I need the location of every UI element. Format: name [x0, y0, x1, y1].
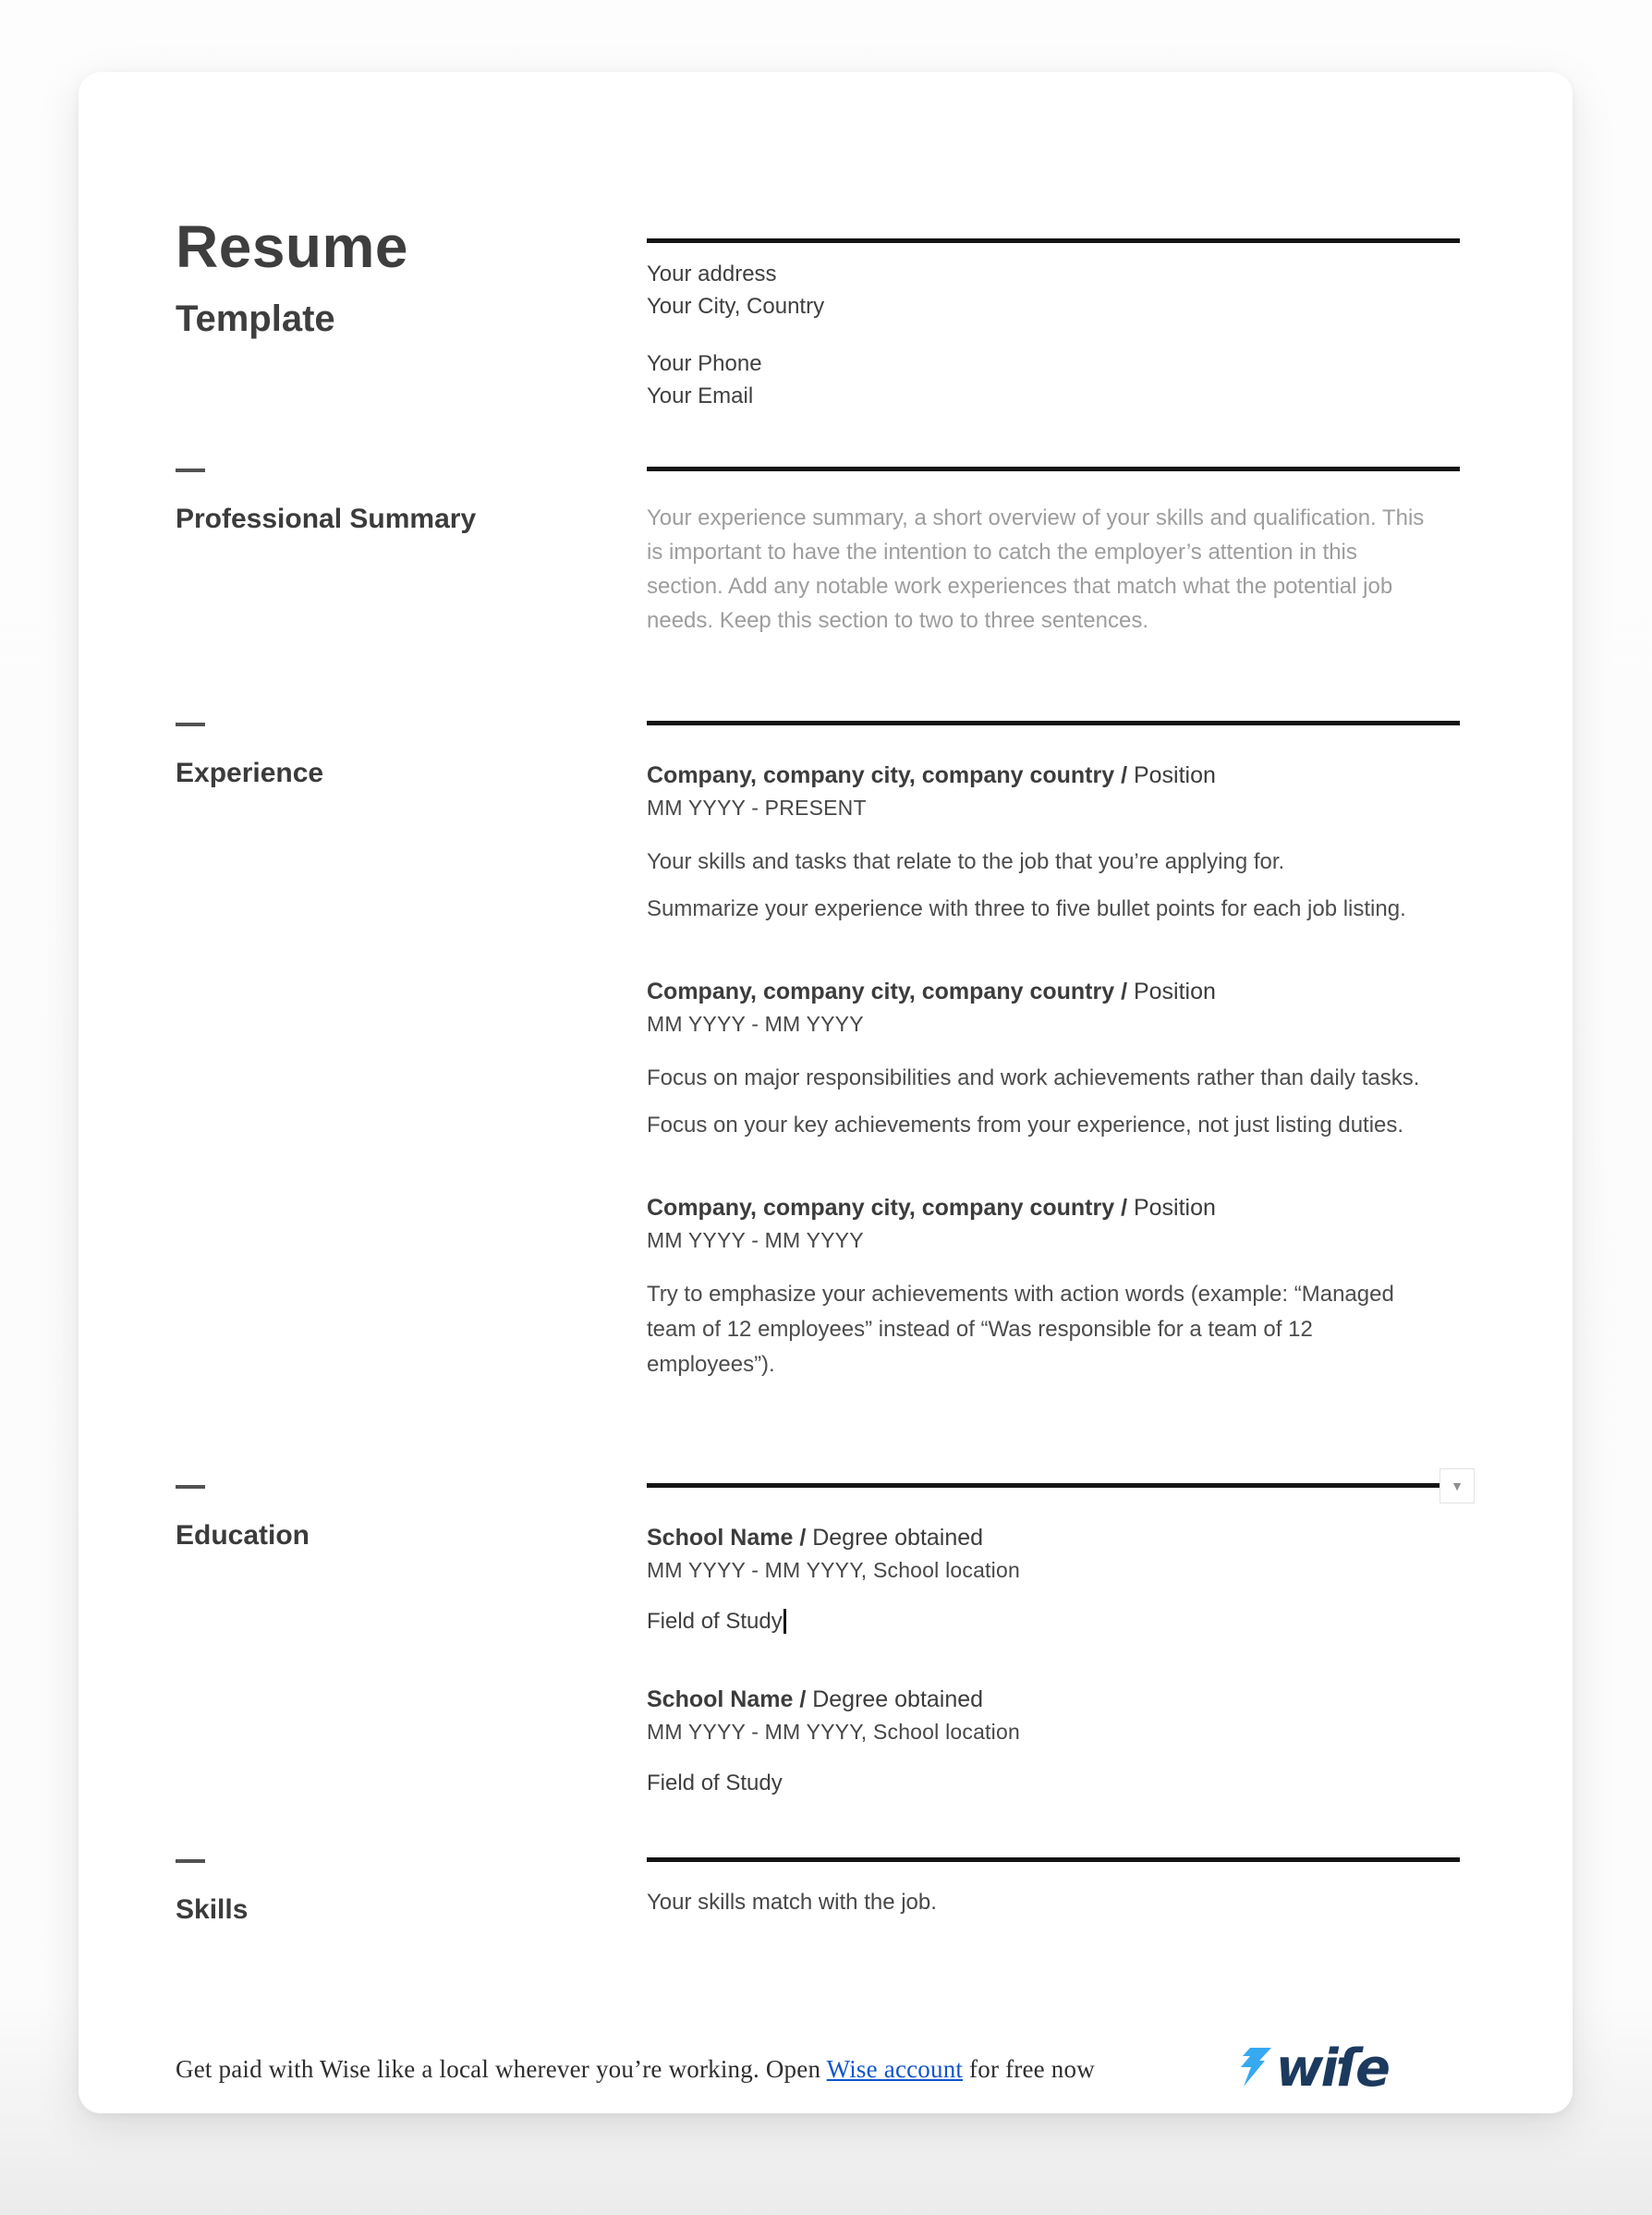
wise-flag-icon — [1239, 2047, 1272, 2087]
degree-name: Degree obtained — [806, 1525, 984, 1551]
skills-left-column — [176, 1857, 647, 1978]
contact-address: Your address — [647, 262, 777, 286]
contact-email: Your Email — [647, 383, 754, 408]
experience-entry-title — [647, 762, 1460, 789]
education-content — [647, 1479, 1464, 1857]
experience-entry — [647, 762, 1460, 927]
section-dash — [176, 723, 205, 726]
education-entry — [647, 1686, 1460, 1796]
education-entry-title — [647, 1686, 1460, 1713]
contact-panel — [647, 238, 1460, 467]
experience-entry-paragraph: Try to emphasize your achievements with action words (example: “Managed team of 12 employees” instead of “Was responsible for a team of 12 employees”). — [647, 1282, 1394, 1377]
education-entry-dates: MM YYYY - MM YYYY, School location — [647, 1720, 1020, 1744]
experience-entry — [647, 1195, 1460, 1382]
skills-body-text: Your skills match with the job. — [647, 1890, 937, 1915]
position-name: Position — [1127, 762, 1216, 788]
field-of-study-text: Field of Study — [647, 1771, 783, 1795]
section-dash — [176, 1859, 205, 1863]
summary-placeholder-text: Your experience summary, a short overview of your skills and qualification. This is important to have the intention to catch the employer’s attention in this section. Add any notable work experiences that match what the potential job needs. Keep this section to two to three sentences. — [647, 505, 1425, 633]
company-name: Company, company city, company country / — [647, 979, 1128, 1004]
promo-footer — [176, 2039, 1460, 2099]
position-name: Position — [1127, 979, 1216, 1004]
skills-heading: Skills — [176, 1894, 249, 1925]
education-entry-title — [647, 1525, 1460, 1552]
wise-logo — [1239, 2039, 1388, 2099]
contact-city-country: Your City, Country — [647, 294, 825, 319]
experience-entry-title — [647, 1195, 1460, 1222]
resume-template-card — [79, 72, 1573, 2113]
footer-promo-text — [176, 2055, 1095, 2084]
experience-entry-paragraph: Focus on major responsibilities and work achievements rather than daily tasks. — [647, 1065, 1420, 1090]
experience-entry-title — [647, 979, 1460, 1005]
wise-account-link[interactable]: Wise account — [826, 2054, 964, 2083]
dropdown-button[interactable] — [1439, 1468, 1475, 1503]
page-subtitle: Template — [176, 298, 335, 340]
footer-text-after-link: for free now — [963, 2054, 1095, 2083]
company-name: Company, company city, company country / — [647, 762, 1128, 788]
experience-entry — [647, 979, 1460, 1143]
chevron-down-icon: ▼ — [1451, 1479, 1464, 1493]
field-of-study-text: Field of Study — [647, 1609, 783, 1634]
header-left-column — [176, 213, 647, 467]
summary-left-column — [176, 467, 647, 721]
wise-wordmark: wiſe — [1275, 2039, 1388, 2099]
experience-content — [647, 721, 1460, 1483]
skills-content — [647, 1857, 1460, 1978]
experience-entry-dates: MM YYYY - MM YYYY — [647, 1228, 864, 1252]
section-dash — [176, 1485, 205, 1489]
experience-left-column — [176, 721, 647, 1483]
experience-section — [176, 721, 1460, 1483]
education-entry-dates: MM YYYY - MM YYYY, School location — [647, 1558, 1020, 1582]
experience-entry-paragraph: Focus on your key achievements from your experience, not just listing duties. — [647, 1113, 1404, 1138]
experience-heading: Experience — [176, 758, 324, 788]
header-section — [176, 213, 1460, 467]
experience-entry-paragraph: Your skills and tasks that relate to the job that you’re applying for. — [647, 849, 1285, 874]
summary-section — [176, 467, 1460, 721]
field-of-study[interactable] — [647, 1609, 1460, 1635]
education-section — [176, 1479, 1464, 1857]
education-left-column — [176, 1483, 647, 1857]
education-entry — [647, 1525, 1460, 1635]
skills-section — [176, 1857, 1460, 1978]
page-title: Resume — [176, 213, 408, 280]
school-name: School Name / — [647, 1525, 807, 1551]
experience-entry-paragraph: Summarize your experience with three to five bullet points for each job listing. — [647, 896, 1406, 921]
degree-name: Degree obtained — [806, 1686, 984, 1712]
company-name: Company, company city, company country / — [647, 1195, 1128, 1221]
summary-heading: Professional Summary — [176, 504, 477, 534]
education-heading: Education — [176, 1520, 310, 1551]
field-of-study — [647, 1771, 1460, 1796]
summary-content — [647, 467, 1460, 721]
contact-spacer — [647, 323, 1460, 347]
contact-phone: Your Phone — [647, 351, 762, 376]
school-name: School Name / — [647, 1686, 807, 1712]
experience-entry-dates: MM YYYY - PRESENT — [647, 796, 867, 820]
footer-text-before-link: Get paid with Wise like a local wherever you’re working. Open — [176, 2054, 827, 2083]
section-dash — [176, 469, 205, 472]
position-name: Position — [1127, 1195, 1216, 1221]
text-cursor — [783, 1609, 786, 1634]
experience-entry-dates: MM YYYY - MM YYYY — [647, 1012, 864, 1036]
